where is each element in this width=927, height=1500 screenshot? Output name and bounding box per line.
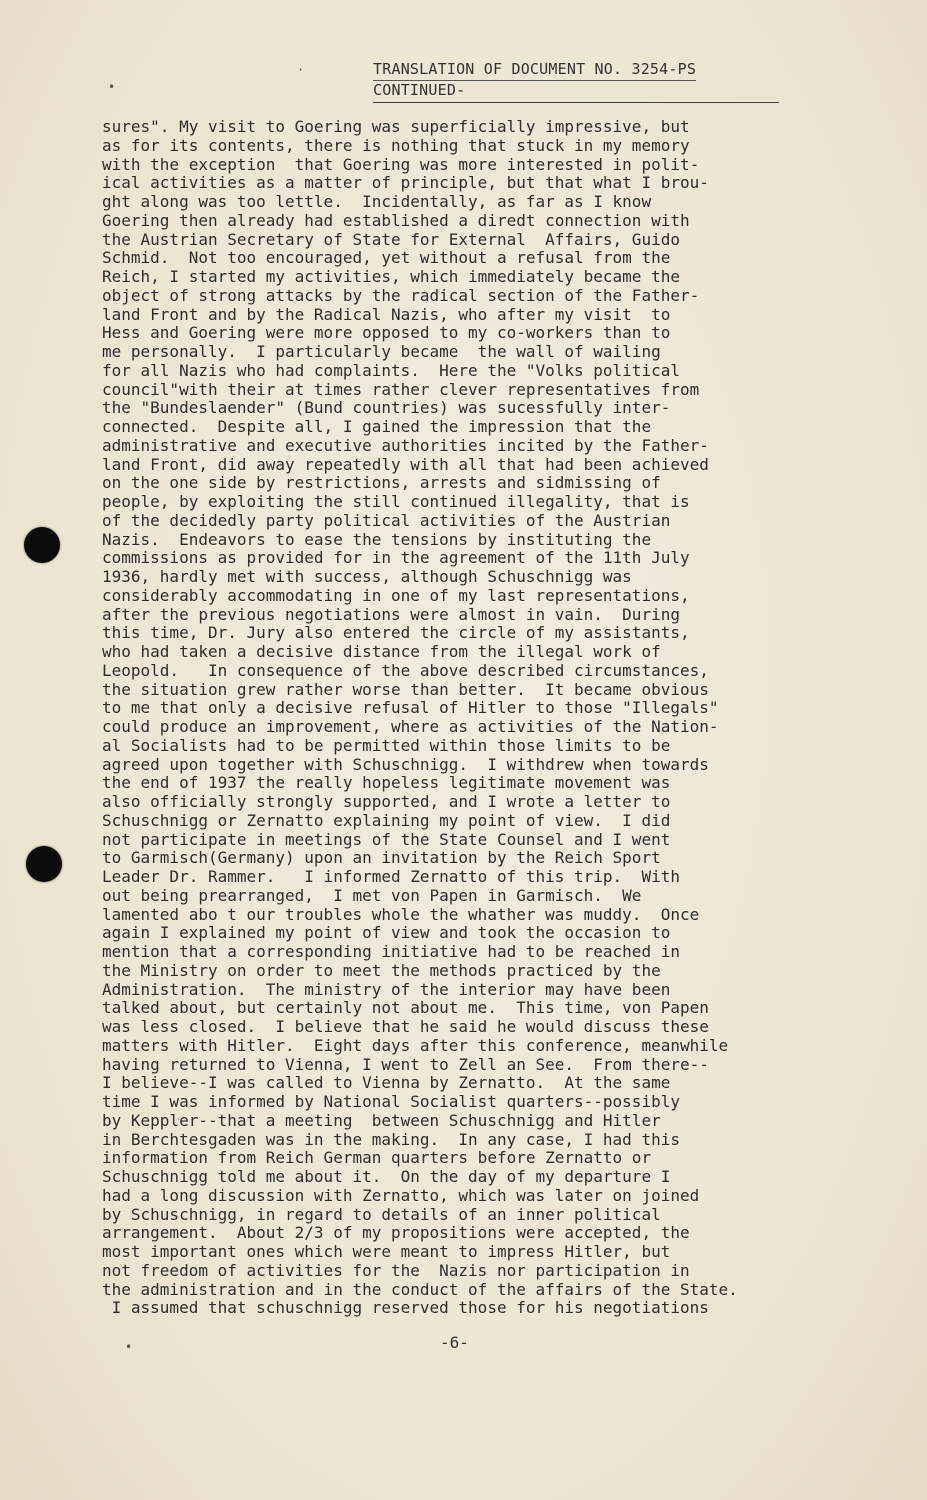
body-line: I assumed that schuschnigg reserved those for his negotiations bbox=[102, 1298, 709, 1318]
body-line: matters with Hitler. Eight days after this conference, meanwhile bbox=[102, 1035, 729, 1055]
body-line: 1936, hardly met with success, although Schuschnigg was bbox=[102, 567, 632, 586]
body-line: ical activities as a matter of principle, but that what I brou- bbox=[102, 173, 709, 193]
body-line: arrangement. About 2/3 of my propositions were accepted, the bbox=[102, 1223, 690, 1243]
punch-hole-bottom bbox=[26, 846, 62, 882]
body-line: Leopold. In consequence of the above described circumstances, bbox=[102, 660, 709, 680]
body-line: considerably accommodating in one of my last representations, bbox=[102, 585, 690, 605]
body-line: after the previous negotiations were almost in vain. During bbox=[102, 604, 680, 624]
body-line: the "Bundeslaender" (Bund countries) was sucessfully inter- bbox=[102, 398, 671, 418]
body-line: information from Reich German quarters before Zernatto or bbox=[102, 1148, 652, 1168]
body-line: the Ministry on order to meet the methods practiced by the bbox=[102, 960, 661, 980]
document-title: TRANSLATION OF DOCUMENT NO. 3254-PS bbox=[373, 60, 696, 81]
body-line: by Keppler--that a meeting between Schuschnigg and Hitler bbox=[102, 1110, 661, 1130]
paper-speck: • bbox=[125, 1340, 133, 1354]
body-line: in Berchtesgaden was in the making. In any case, I had this bbox=[102, 1129, 680, 1149]
document-body bbox=[102, 118, 862, 1318]
body-line: land Front, did away repeatedly with all that had been achieved bbox=[102, 454, 709, 474]
body-line: to Garmisch(Germany) upon an invitation by the Reich Sport bbox=[102, 848, 661, 868]
body-line: who had taken a decisive distance from the illegal work of bbox=[102, 642, 661, 661]
page-number: -6- bbox=[440, 1333, 469, 1352]
body-line: Administration. The ministry of the interior may have been bbox=[102, 979, 671, 999]
body-line: out being prearranged, I met von Papen in Garmisch. We bbox=[102, 885, 642, 905]
body-line: could produce an improvement, where as activities of the Nation- bbox=[102, 717, 719, 736]
body-line: time I was informed by National Socialist quarters--possibly bbox=[102, 1092, 680, 1111]
body-line: people, by exploiting the still continued illegality, that is bbox=[102, 492, 690, 511]
paper-speck: • bbox=[108, 80, 116, 94]
body-line: by Schuschnigg, in regard to details of an inner political bbox=[102, 1204, 661, 1224]
body-line: talked about, but certainly not about me. This time, von Papen bbox=[102, 998, 709, 1018]
document-header bbox=[373, 60, 779, 103]
body-line: me personally. I particularly became the wall of wailing bbox=[102, 342, 661, 361]
body-line: was less closed. I believe that he said he would discuss these bbox=[102, 1017, 709, 1036]
body-line: object of strong attacks by the radical section of the Father- bbox=[102, 285, 700, 305]
body-line: also officially strongly supported, and I wrote a letter to bbox=[102, 792, 671, 811]
body-line: administrative and executive authorities incited by the Father- bbox=[102, 435, 709, 455]
body-line: mention that a corresponding initiative had to be reached in bbox=[102, 942, 680, 961]
body-line: for all Nazis who had complaints. Here the "Volks political bbox=[102, 360, 680, 380]
body-line: agreed upon together with Schuschnigg. I withdrew when towards bbox=[102, 754, 709, 774]
body-line: Nazis. Endeavors to ease the tensions by instituting the bbox=[102, 529, 652, 549]
body-line: with the exception that Goering was more interested in polit- bbox=[102, 154, 700, 174]
body-line: this time, Dr. Jury also entered the circle of my assistants, bbox=[102, 623, 690, 643]
body-line: Schuschnigg or Zernatto explaining my point of view. I did bbox=[102, 810, 671, 830]
body-line: al Socialists had to be permitted within those limits to be bbox=[102, 735, 671, 755]
body-line: Schuschnigg told me about it. On the day of my departure I bbox=[102, 1167, 671, 1186]
body-line: I believe--I was called to Vienna by Zernatto. At the same bbox=[102, 1073, 671, 1093]
body-line: having returned to Vienna, I went to Zell an See. From there-- bbox=[102, 1054, 709, 1074]
body-line: commissions as provided for in the agreement of the 11th July bbox=[102, 548, 690, 568]
body-line: the end of 1937 the really hopeless legitimate movement was bbox=[102, 773, 671, 793]
body-line: the Austrian Secretary of State for External Affairs, Guido bbox=[102, 229, 680, 249]
punch-hole-top bbox=[24, 527, 60, 563]
body-line: Schmid. Not too encouraged, yet without a refusal from the bbox=[102, 248, 671, 268]
body-line: Goering then already had established a diredt connection with bbox=[102, 210, 690, 230]
body-line: the administration and in the conduct of the affairs of the State. bbox=[102, 1279, 738, 1299]
body-line: most important ones which were meant to impress Hitler, but bbox=[102, 1242, 671, 1261]
body-line: council"with their at times rather clever representatives from bbox=[102, 379, 700, 399]
body-line: not participate in meetings of the State Counsel and I went bbox=[102, 829, 671, 849]
paper-speck: · bbox=[297, 63, 305, 77]
body-line: connected. Despite all, I gained the impression that the bbox=[102, 417, 652, 436]
body-line: lamented abo t our troubles whole the whather was muddy. Once bbox=[102, 904, 700, 924]
body-line: of the decidedly party political activities of the Austrian bbox=[102, 510, 671, 530]
body-line: not freedom of activities for the Nazis nor participation in bbox=[102, 1260, 690, 1280]
body-line: again I explained my point of view and took the occasion to bbox=[102, 923, 671, 943]
body-line: on the one side by restrictions, arrests and sidmissing of bbox=[102, 473, 661, 493]
body-line: sures". My visit to Goering was superficially impressive, but bbox=[102, 117, 690, 136]
body-line: Hess and Goering were more opposed to my co-workers than to bbox=[102, 323, 671, 343]
body-line: had a long discussion with Zernatto, which was later on joined bbox=[102, 1185, 700, 1205]
body-line: to me that only a decisive refusal of Hitler to those "Illegals" bbox=[102, 698, 719, 718]
body-line: as for its contents, there is nothing that stuck in my memory bbox=[102, 135, 690, 155]
body-line: land Front and by the Radical Nazis, who after my visit to bbox=[102, 304, 671, 324]
body-line: ght along was too lettle. Incidentally, as far as I know bbox=[102, 192, 652, 211]
body-line: Leader Dr. Rammer. I informed Zernatto of this trip. With bbox=[102, 867, 680, 886]
body-line: Reich, I started my activities, which immediately became the bbox=[102, 267, 680, 286]
document-subtitle: CONTINUED- bbox=[373, 81, 779, 103]
body-line: the situation grew rather worse than better. It became obvious bbox=[102, 679, 709, 699]
